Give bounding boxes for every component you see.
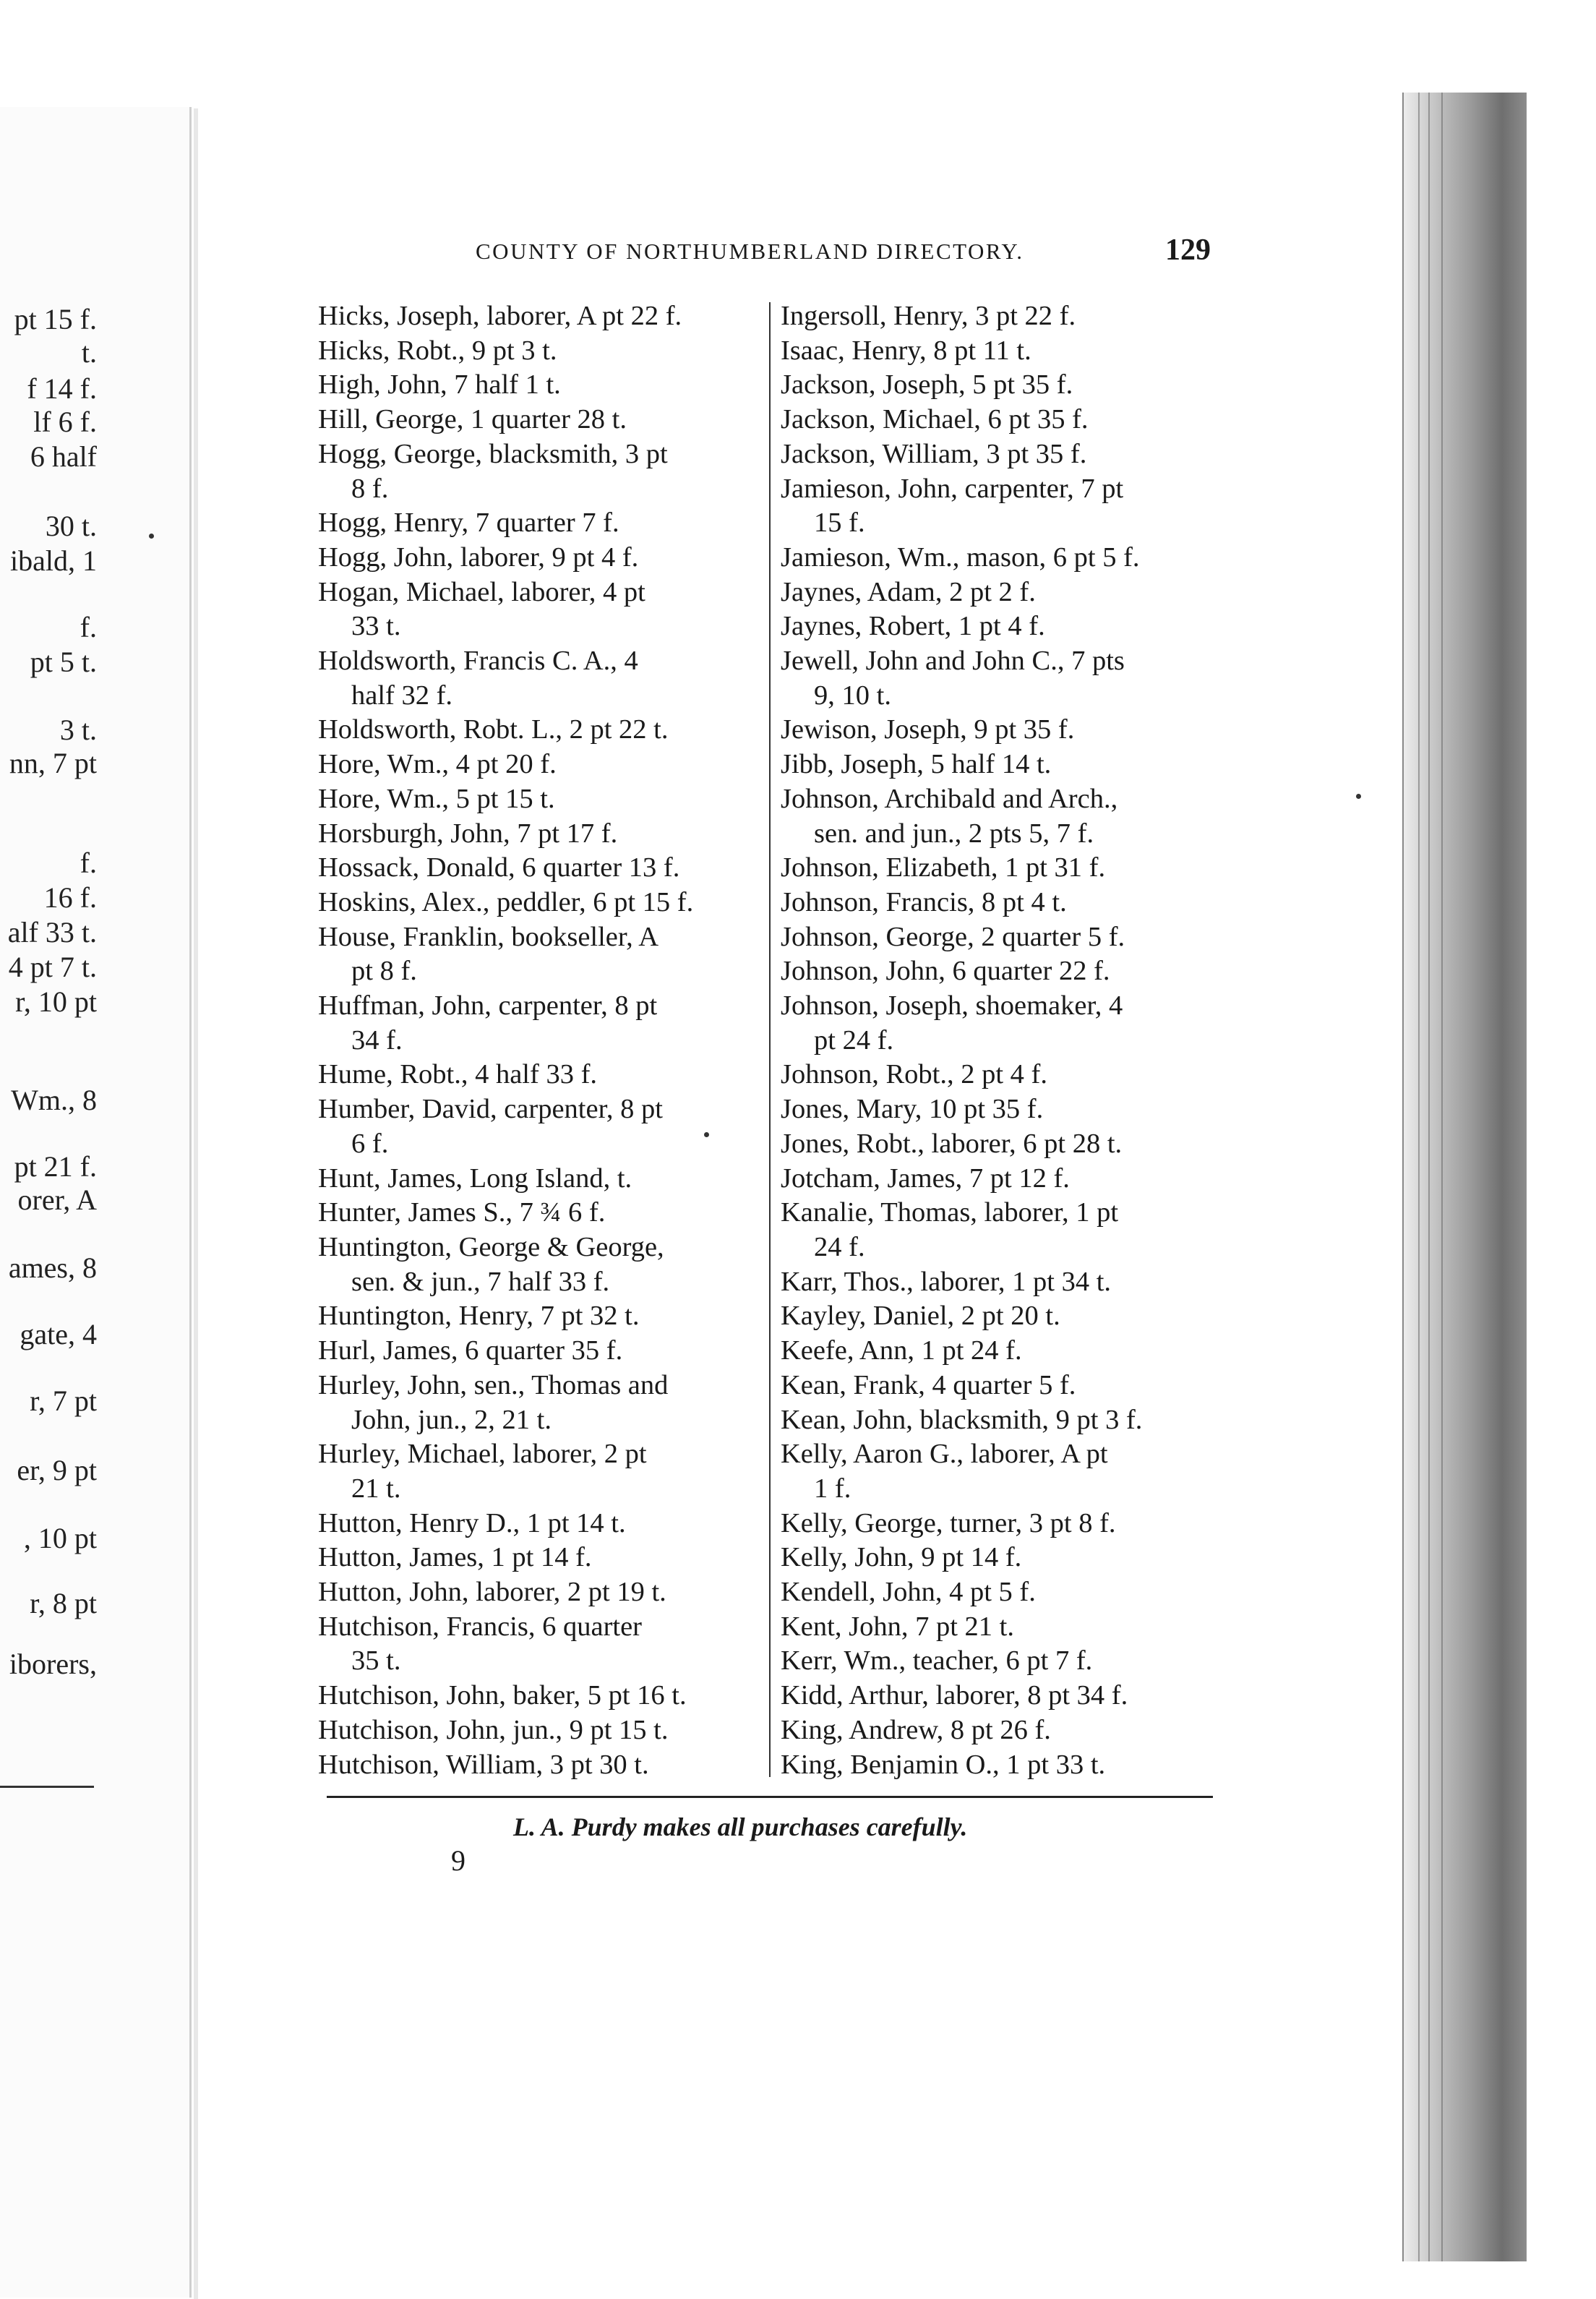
entry-text: Hutton, James, 1 pt 14 f.: [318, 1542, 592, 1573]
left-page-fragment: lf 6 f.: [33, 406, 97, 438]
directory-entry: [781, 437, 1222, 472]
left-page-rule: [0, 1786, 94, 1788]
column-divider: [769, 302, 771, 1777]
directory-entry: [318, 851, 758, 886]
directory-entry: [781, 1196, 1222, 1264]
directory-entry: [781, 541, 1222, 575]
entry-continuation: 24 f.: [814, 1231, 865, 1262]
directory-column-left: [318, 299, 758, 1782]
directory-entry: [781, 1541, 1222, 1575]
entry-text: Hogg, Henry, 7 quarter 7 f.: [318, 508, 619, 539]
directory-entry: [318, 1162, 758, 1196]
directory-entry: [318, 1058, 758, 1092]
entry-text: Kelly, George, turner, 3 pt 8 f.: [781, 1507, 1116, 1538]
footer-advertisement: L. A. Purdy makes all purchases carefully.: [513, 1812, 968, 1841]
entry-text: Johnson, Archibald and Arch.,: [781, 783, 1118, 814]
entry-text: Hurley, John, sen., Thomas and: [318, 1369, 669, 1400]
directory-entry: [318, 1541, 758, 1575]
entry-text: Kayley, Daniel, 2 pt 20 t.: [781, 1301, 1060, 1332]
entry-continuation: sen. and jun., 2 pts 5, 7 f.: [814, 818, 1094, 849]
directory-entry: [781, 575, 1222, 610]
directory-entry: [318, 886, 758, 920]
entry-text: Hurl, James, 6 quarter 35 f.: [318, 1335, 623, 1366]
directory-entry: [781, 1162, 1222, 1196]
left-page-fragment: gate, 4: [20, 1318, 97, 1350]
entry-text: Kerr, Wm., teacher, 6 pt 7 f.: [781, 1645, 1093, 1677]
directory-entry: [781, 1679, 1222, 1713]
entry-text: Jaynes, Robert, 1 pt 4 f.: [781, 611, 1045, 642]
entry-text: Hutchison, John, jun., 9 pt 15 t.: [318, 1714, 669, 1745]
book-page-edges: [1402, 93, 1527, 2261]
entry-text: Holdsworth, Robt. L., 2 pt 22 t.: [318, 714, 669, 745]
directory-entry: [318, 334, 758, 369]
page-number: 129: [1165, 234, 1211, 267]
directory-entry: [318, 920, 758, 989]
directory-entry: [318, 1610, 758, 1679]
directory-entry: [318, 575, 758, 644]
directory-entry: [781, 713, 1222, 748]
left-page-fragment: pt 5 t.: [30, 646, 97, 678]
left-page-fragment: pt 15 f.: [14, 303, 97, 335]
entry-continuation: 6 f.: [351, 1128, 389, 1159]
left-page-fragment: 30 t.: [45, 510, 97, 542]
entry-text: Hunt, James, Long Island, t.: [318, 1163, 632, 1194]
entry-text: Kendell, John, 4 pt 5 f.: [781, 1577, 1036, 1608]
entry-continuation: 35 t.: [351, 1645, 401, 1677]
directory-entry: [318, 1299, 758, 1334]
directory-entry: [781, 748, 1222, 782]
entry-continuation: pt 8 f.: [351, 956, 417, 987]
directory-entry: [318, 817, 758, 852]
directory-entry: [781, 1610, 1222, 1645]
entry-text: Hutchison, William, 3 pt 30 t.: [318, 1749, 649, 1780]
entry-continuation: 8 f.: [351, 473, 389, 504]
entry-text: Johnson, Joseph, shoemaker, 4: [781, 990, 1123, 1022]
directory-entry: [318, 1507, 758, 1541]
left-page-fragment: pt 21 f.: [14, 1150, 97, 1183]
entry-text: Jones, Mary, 10 pt 35 f.: [781, 1094, 1044, 1125]
left-page-fragment: r, 10 pt: [15, 985, 97, 1018]
entry-text: Huffman, John, carpenter, 8 pt: [318, 990, 658, 1022]
left-page-fragment: ibald, 1: [10, 544, 97, 577]
entry-text: Hogg, John, laborer, 9 pt 4 f.: [318, 541, 639, 573]
entry-continuation: sen. & jun., 7 half 33 f.: [351, 1266, 610, 1297]
entry-text: Kelly, John, 9 pt 14 f.: [781, 1542, 1022, 1573]
directory-entry: [318, 1437, 758, 1506]
entry-text: Hutton, John, laborer, 2 pt 19 t.: [318, 1577, 666, 1608]
directory-entry: [781, 1575, 1222, 1610]
bottom-rule: [327, 1796, 1213, 1798]
directory-entry: [781, 989, 1222, 1058]
entry-text: Jibb, Joseph, 5 half 14 t.: [781, 749, 1052, 780]
directory-entry: [781, 472, 1222, 541]
directory-entry: [781, 1299, 1222, 1334]
directory-entry: [318, 1713, 758, 1748]
directory-entry: [318, 368, 758, 403]
left-page-fragment: 16 f.: [43, 881, 97, 914]
left-page-fragment: , 10 pt: [23, 1522, 97, 1554]
directory-entry: [781, 1334, 1222, 1369]
directory-entry: [781, 1058, 1222, 1092]
directory-entry: [781, 299, 1222, 334]
entry-text: Jotcham, James, 7 pt 12 f.: [781, 1163, 1070, 1194]
entry-text: House, Franklin, bookseller, A: [318, 921, 659, 952]
entry-text: Holdsworth, Francis C. A., 4: [318, 646, 638, 677]
entry-text: Jewison, Joseph, 9 pt 35 f.: [781, 714, 1075, 745]
entry-text: Johnson, Elizabeth, 1 pt 31 f.: [781, 852, 1106, 883]
directory-entry: [781, 368, 1222, 403]
entry-continuation: 9, 10 t.: [814, 680, 891, 711]
left-page-fragment: orer, A: [17, 1183, 97, 1216]
entry-text: Kelly, Aaron G., laborer, A pt: [781, 1439, 1108, 1470]
ink-speck: [704, 1132, 709, 1137]
entry-text: King, Benjamin O., 1 pt 33 t.: [781, 1749, 1106, 1780]
entry-text: Humber, David, carpenter, 8 pt: [318, 1094, 663, 1125]
directory-entry: [318, 713, 758, 748]
left-page-fragment: t.: [81, 336, 97, 369]
entry-text: Jaynes, Adam, 2 pt 2 f.: [781, 576, 1036, 607]
left-page-fragment: r, 8 pt: [30, 1587, 97, 1619]
left-page-fragment: alf 33 t.: [7, 916, 97, 949]
ink-speck: [149, 534, 154, 539]
left-page-fragment: f 14 f.: [27, 372, 97, 405]
entry-text: Hutchison, John, baker, 5 pt 16 t.: [318, 1680, 687, 1711]
entry-text: Johnson, Francis, 8 pt 4 t.: [781, 886, 1067, 917]
signature-mark: 9: [451, 1844, 466, 1877]
entry-continuation: 15 f.: [814, 508, 865, 539]
entry-text: Hore, Wm., 4 pt 20 f.: [318, 749, 557, 780]
directory-entry: [781, 1748, 1222, 1783]
directory-entry: [318, 782, 758, 817]
left-page-fragment: 6 half: [30, 440, 97, 473]
directory-entry: [318, 437, 758, 506]
entry-text: Kanalie, Thomas, laborer, 1 pt: [781, 1197, 1119, 1228]
entry-text: Hill, George, 1 quarter 28 t.: [318, 404, 627, 435]
directory-entry: [318, 1196, 758, 1230]
directory-entry: [781, 1127, 1222, 1162]
left-facing-page: [0, 107, 192, 2298]
left-page-fragment: 4 pt 7 t.: [8, 951, 97, 983]
directory-entry: [318, 989, 758, 1058]
left-page-fragment: f.: [80, 611, 97, 643]
directory-entry: [781, 403, 1222, 437]
entry-continuation: half 32 f.: [351, 680, 453, 711]
directory-entry: [318, 1575, 758, 1610]
entry-text: Keefe, Ann, 1 pt 24 f.: [781, 1335, 1022, 1366]
entry-text: Hossack, Donald, 6 quarter 13 f.: [318, 852, 680, 883]
entry-text: Hurley, Michael, laborer, 2 pt: [318, 1439, 647, 1470]
directory-entry: [318, 1748, 758, 1783]
directory-entry: [781, 334, 1222, 369]
directory-entry: [781, 1713, 1222, 1748]
entry-text: Kean, John, blacksmith, 9 pt 3 f.: [781, 1404, 1143, 1435]
directory-entry: [781, 609, 1222, 644]
entry-continuation: pt 24 f.: [814, 1024, 894, 1056]
directory-entry: [781, 954, 1222, 989]
entry-continuation: 1 f.: [814, 1473, 851, 1504]
entry-continuation: 34 f.: [351, 1024, 403, 1056]
directory-entry: [781, 851, 1222, 886]
directory-entry: [781, 1092, 1222, 1127]
left-page-fragment: iborers,: [9, 1648, 97, 1680]
left-page-fragment: ames, 8: [8, 1251, 97, 1284]
directory-entry: [781, 920, 1222, 955]
entry-text: Jackson, Michael, 6 pt 35 f.: [781, 404, 1089, 435]
entry-text: Hicks, Joseph, laborer, A pt 22 f.: [318, 301, 682, 331]
directory-entry: [318, 1230, 758, 1299]
entry-continuation: 21 t.: [351, 1473, 401, 1504]
entry-text: Johnson, Robt., 2 pt 4 f.: [781, 1059, 1047, 1090]
entry-text: High, John, 7 half 1 t.: [318, 369, 561, 401]
left-page-fragment: er, 9 pt: [17, 1454, 97, 1486]
directory-entry: [318, 299, 758, 334]
left-page-fragment: f.: [80, 847, 97, 879]
entry-text: Kean, Frank, 4 quarter 5 f.: [781, 1369, 1076, 1400]
entry-text: Jamieson, Wm., mason, 6 pt 5 f.: [781, 541, 1140, 573]
entry-text: Ingersoll, Henry, 3 pt 22 f.: [781, 301, 1076, 331]
entry-text: Hutchison, Francis, 6 quarter: [318, 1611, 642, 1642]
entry-text: Johnson, John, 6 quarter 22 f.: [781, 956, 1110, 987]
entry-text: Huntington, Henry, 7 pt 32 t.: [318, 1301, 640, 1332]
entry-text: Huntington, George & George,: [318, 1231, 664, 1262]
book-gutter: [194, 108, 198, 2299]
entry-text: Hume, Robt., 4 half 33 f.: [318, 1059, 598, 1090]
left-page-fragment: 3 t.: [59, 714, 97, 746]
entry-text: Isaac, Henry, 8 pt 11 t.: [781, 335, 1031, 366]
directory-entry: [318, 644, 758, 713]
entry-text: Karr, Thos., laborer, 1 pt 34 t.: [781, 1266, 1112, 1297]
left-page-fragment: r, 7 pt: [30, 1384, 97, 1417]
directory-entry: [781, 1403, 1222, 1438]
directory-entry: [781, 1507, 1222, 1541]
entry-text: King, Andrew, 8 pt 26 f.: [781, 1714, 1051, 1745]
directory-entry: [781, 1437, 1222, 1506]
directory-entry: [781, 886, 1222, 920]
ink-speck: [1356, 794, 1361, 799]
directory-entry: [318, 506, 758, 541]
entry-text: Hicks, Robt., 9 pt 3 t.: [318, 335, 557, 366]
directory-entry: [318, 541, 758, 575]
entry-text: Jamieson, John, carpenter, 7 pt: [781, 473, 1124, 504]
entry-text: Horsburgh, John, 7 pt 17 f.: [318, 818, 618, 849]
entry-text: Kidd, Arthur, laborer, 8 pt 34 f.: [781, 1680, 1128, 1711]
directory-entry: [318, 1334, 758, 1369]
directory-entry: [781, 1265, 1222, 1300]
entry-continuation: 33 t.: [351, 611, 401, 642]
directory-entry: [781, 1644, 1222, 1679]
directory-entry: [781, 782, 1222, 851]
left-page-fragment: Wm., 8: [11, 1084, 97, 1116]
directory-entry: [318, 403, 758, 437]
entry-text: Jackson, Joseph, 5 pt 35 f.: [781, 369, 1073, 401]
entry-text: Johnson, George, 2 quarter 5 f.: [781, 921, 1125, 952]
left-page-fragment: nn, 7 pt: [9, 747, 97, 779]
directory-entry: [318, 1369, 758, 1437]
entry-text: Hogg, George, blacksmith, 3 pt: [318, 438, 668, 469]
directory-column-right: [781, 299, 1222, 1782]
entry-text: Hore, Wm., 5 pt 15 t.: [318, 783, 555, 814]
directory-entry: [318, 1679, 758, 1713]
entry-continuation: John, jun., 2, 21 t.: [351, 1404, 552, 1435]
directory-entry: [318, 1092, 758, 1161]
entry-text: Jackson, William, 3 pt 35 f.: [781, 438, 1087, 469]
entry-text: Hoskins, Alex., peddler, 6 pt 15 f.: [318, 886, 694, 917]
entry-text: Hunter, James S., 7 ¾ 6 f.: [318, 1197, 606, 1228]
entry-text: Jewell, John and John C., 7 pts: [781, 646, 1125, 677]
entry-text: Jones, Robt., laborer, 6 pt 28 t.: [781, 1128, 1123, 1159]
entry-text: Hutton, Henry D., 1 pt 14 t.: [318, 1507, 626, 1538]
directory-entry: [318, 748, 758, 782]
running-head: COUNTY OF NORTHUMBERLAND DIRECTORY.: [476, 239, 1024, 264]
entry-text: Kent, John, 7 pt 21 t.: [781, 1611, 1014, 1642]
directory-entry: [781, 1369, 1222, 1403]
entry-text: Hogan, Michael, laborer, 4 pt: [318, 576, 645, 607]
directory-entry: [781, 644, 1222, 713]
